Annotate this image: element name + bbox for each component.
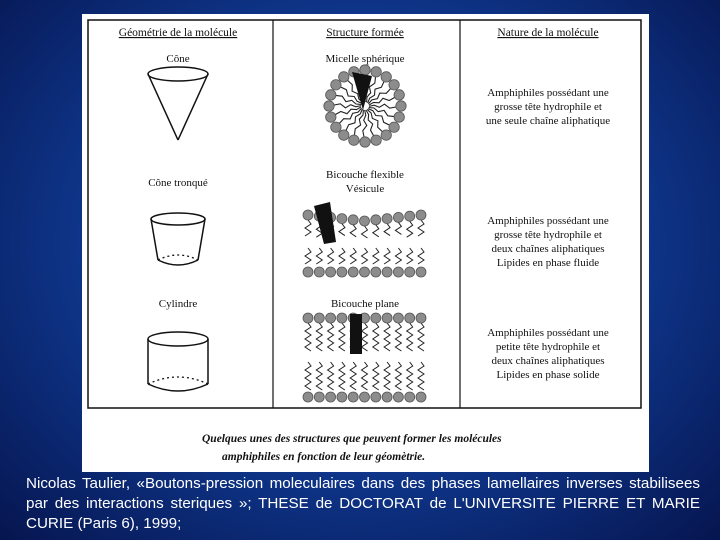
caption-line2: amphiphiles en fonction de leur géomètrie. xyxy=(222,451,426,463)
bilayer-head-upper xyxy=(360,216,370,226)
bilayer-tail-lower xyxy=(407,248,413,264)
planar-head-lower xyxy=(337,392,347,402)
planar-head-upper xyxy=(405,313,415,323)
flexible-bilayer-drawing xyxy=(303,202,426,277)
planar-tail-lower xyxy=(339,362,345,390)
bilayer-tail-lower xyxy=(362,248,368,264)
planar-tail-upper xyxy=(395,323,401,351)
bilayer-tail-lower xyxy=(339,248,345,264)
bilayer-head-lower xyxy=(405,267,415,277)
caption-line1: Quelques unes des structures que peuvent former les molécules xyxy=(202,433,502,445)
micelle-head xyxy=(371,135,381,145)
planar-head-lower xyxy=(314,392,324,402)
planar-head-upper xyxy=(326,313,336,323)
bilayer-tail-upper xyxy=(305,220,311,236)
figure-image xyxy=(82,14,649,472)
planar-tail-lower xyxy=(373,362,379,390)
geometry-label-cone: Cône xyxy=(166,53,190,65)
planar-tail-lower xyxy=(407,362,413,390)
cylinder-shape xyxy=(148,332,208,391)
bilayer-head-upper xyxy=(393,212,403,222)
bilayer-tail-lower xyxy=(384,248,390,264)
structure-label-planar-bilayer: Bicouche plane xyxy=(330,298,400,310)
nature-row2-line1: Amphiphiles possédant une xyxy=(487,215,609,227)
planar-tail-lower xyxy=(395,362,401,390)
micelle-head xyxy=(339,130,349,140)
planar-tail-lower xyxy=(384,362,390,390)
bilayer-head-lower xyxy=(326,267,336,277)
planar-head-lower xyxy=(371,392,381,402)
header-structure: Structure formée xyxy=(326,27,404,39)
bilayer-head-lower xyxy=(416,267,426,277)
nature-row2-line2: grosse tête hydrophile et xyxy=(494,229,602,241)
structure-label-flexible-bilayer: Bicouche flexible xyxy=(326,169,404,181)
bilayer-head-lower xyxy=(360,267,370,277)
planar-tail-upper xyxy=(316,323,322,351)
bilayer-tail-lower xyxy=(395,248,401,264)
planar-tail-upper xyxy=(407,323,413,351)
planar-tail-upper xyxy=(384,323,390,351)
planar-head-upper xyxy=(416,313,426,323)
planar-head-lower xyxy=(303,392,313,402)
planar-tail-lower xyxy=(316,362,322,390)
planar-head-upper xyxy=(314,313,324,323)
micelle-head xyxy=(381,130,391,140)
nature-row2-line4: Lipides en phase fluide xyxy=(496,257,600,269)
bilayer-tail-lower xyxy=(418,248,424,264)
micelle-head xyxy=(324,101,334,111)
planar-head-upper xyxy=(303,313,313,323)
geometry-label-cylinder: Cylindre xyxy=(158,298,198,310)
planar-head-lower xyxy=(393,392,403,402)
bilayer-tail-upper xyxy=(339,224,345,236)
planar-head-lower xyxy=(405,392,415,402)
bilayer-head-lower xyxy=(371,267,381,277)
planar-head-lower xyxy=(360,392,370,402)
micelle-head xyxy=(371,67,381,77)
header-geometry: Géométrie de la molécule xyxy=(118,27,238,39)
header-nature: Nature de la molécule xyxy=(497,27,599,39)
bilayer-tail-upper xyxy=(407,221,413,237)
micelle-head xyxy=(381,72,391,82)
nature-row1-line3: une seule chaîne aliphatique xyxy=(485,115,611,127)
planar-head-lower xyxy=(348,392,358,402)
planar-cylinder-highlight xyxy=(350,314,362,354)
planar-tail-upper xyxy=(362,323,368,351)
geometry-label-truncated-cone: Cône tronqué xyxy=(148,177,208,189)
bilayer-tail-upper xyxy=(384,224,390,236)
micelle-head xyxy=(331,122,341,132)
bilayer-head-lower xyxy=(337,267,347,277)
truncated-cone-shape xyxy=(151,213,205,265)
bilayer-head-upper xyxy=(405,211,415,221)
bilayer-head-lower xyxy=(393,267,403,277)
micelle-head xyxy=(349,135,359,145)
bilayer-head-lower xyxy=(314,267,324,277)
bilayer-head-upper xyxy=(303,210,313,220)
micelle-head xyxy=(394,112,404,122)
bilayer-head-lower xyxy=(303,267,313,277)
bilayer-head-upper xyxy=(382,214,392,224)
planar-head-upper xyxy=(337,313,347,323)
figure-svg xyxy=(82,14,649,472)
nature-row2-line3: deux chaînes aliphatiques xyxy=(491,243,605,255)
planar-bilayer-drawing xyxy=(303,313,426,402)
bilayer-tail-lower xyxy=(328,248,334,264)
planar-tail-lower xyxy=(305,362,311,390)
micelle-head xyxy=(389,122,399,132)
structure-label-vesicle: Vésicule xyxy=(345,183,385,195)
bilayer-tail-upper xyxy=(418,220,424,236)
bilayer-tail-upper xyxy=(373,225,379,237)
planar-tail-upper xyxy=(418,323,424,351)
micelle-head xyxy=(396,101,406,111)
nature-row3-line3: deux chaînes aliphatiques xyxy=(491,355,605,367)
nature-row3-line4: Lipides en phase solide xyxy=(496,369,600,381)
nature-row3-line2: petite tête hydrophile et xyxy=(495,341,601,353)
bilayer-tail-lower xyxy=(316,248,322,264)
bilayer-tail-upper xyxy=(395,222,401,234)
planar-tail-lower xyxy=(418,362,424,390)
bilayer-tail-lower xyxy=(350,248,356,264)
micelle-head xyxy=(389,80,399,90)
bilayer-head-upper xyxy=(416,210,426,220)
planar-tail-upper xyxy=(339,323,345,351)
planar-head-upper xyxy=(371,313,381,323)
micelle-head xyxy=(360,137,370,147)
micelle-head xyxy=(394,90,404,100)
planar-head-upper xyxy=(393,313,403,323)
cone-shape xyxy=(148,67,208,140)
micelle-head xyxy=(326,112,336,122)
micelle-head xyxy=(331,80,341,90)
nature-row1-line1: Amphiphiles possédant une xyxy=(487,87,609,99)
bilayer-head-lower xyxy=(348,267,358,277)
nature-row3-line1: Amphiphiles possédant une xyxy=(487,327,609,339)
nature-row1-line2: grosse tête hydrophile et xyxy=(494,101,602,113)
planar-head-lower xyxy=(416,392,426,402)
planar-tail-upper xyxy=(373,323,379,351)
planar-tail-lower xyxy=(328,362,334,390)
micelle-head xyxy=(326,90,336,100)
bilayer-tail-lower xyxy=(373,248,379,264)
planar-head-lower xyxy=(382,392,392,402)
bilayer-head-lower xyxy=(382,267,392,277)
bilayer-head-upper xyxy=(371,215,381,225)
structure-label-micelle: Micelle sphérique xyxy=(325,53,405,65)
planar-head-upper xyxy=(382,313,392,323)
bilayer-tail-upper xyxy=(362,226,368,238)
micelle-cone-highlight xyxy=(352,72,372,110)
planar-head-lower xyxy=(326,392,336,402)
planar-tail-lower xyxy=(350,362,356,390)
planar-tail-upper xyxy=(328,323,334,351)
micelle-head xyxy=(339,72,349,82)
bilayer-head-upper xyxy=(348,215,358,225)
micelle-head xyxy=(360,65,370,75)
bilayer-head-upper xyxy=(337,214,347,224)
planar-tail-lower xyxy=(362,362,368,390)
vesicle-truncated-cone-highlight xyxy=(314,202,336,244)
planar-tail-upper xyxy=(305,323,311,351)
spherical-micelle-drawing xyxy=(324,65,406,147)
citation-text: Nicolas Taulier, «Boutons-pression moleculaires dans des phases lamellaires inverses stabilisees par des interactions steriques »; THESE de DOCTORAT de L'UNIVERSITE PIERRE ET MARIE CURIE (Paris 6), 1999; xyxy=(26,475,700,532)
bilayer-tail-upper xyxy=(350,225,356,237)
bilayer-tail-lower xyxy=(305,248,311,264)
